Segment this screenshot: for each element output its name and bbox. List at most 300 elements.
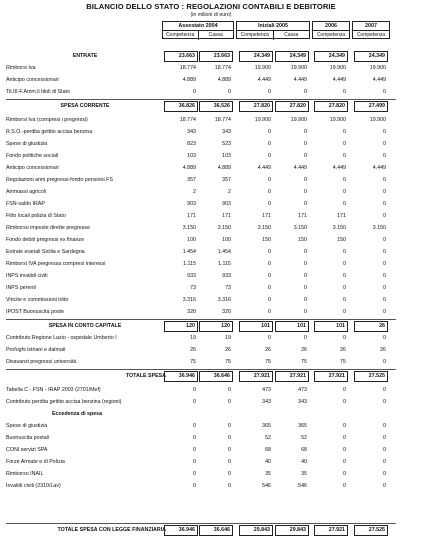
value-cell: 0 xyxy=(268,153,271,159)
value-cell: 357 xyxy=(222,177,231,183)
value-cell: 26 xyxy=(225,347,231,353)
value-cell: 26 xyxy=(190,347,196,353)
row-label: Rimborsi IVA pregressa compresi interessi xyxy=(6,261,106,267)
column-subheaders xyxy=(313,31,349,40)
value-cell: 40 xyxy=(301,459,307,465)
column-group-title: Assestato 2004 xyxy=(163,22,233,31)
row-label: TOTALE SPESA CON LEGGE FINANZIARIA xyxy=(57,527,166,533)
value-cell: 36.826 xyxy=(164,101,198,112)
table-row xyxy=(0,199,422,210)
value-cell: 0 xyxy=(383,471,386,477)
value-cell: 24.349 xyxy=(275,51,309,62)
value-cell: 171 xyxy=(222,213,231,219)
value-cell: 0 xyxy=(383,201,386,207)
value-cell: 0 xyxy=(228,423,231,429)
value-cell: 26 xyxy=(380,347,386,353)
value-cell: 0 xyxy=(343,153,346,159)
row-label: Spese di giustizia xyxy=(6,141,48,147)
section-divider xyxy=(6,523,396,524)
value-cell: 29.843 xyxy=(275,525,309,536)
value-cell: 103 xyxy=(222,153,231,159)
row-label: Regolazioni anni pregressi-fondo pensioni FS xyxy=(6,177,113,183)
value-cell: 0 xyxy=(383,213,386,219)
value-cell: 0 xyxy=(383,435,386,441)
row-label: Profughi istriani e dalmati xyxy=(6,347,66,353)
value-cell: 0 xyxy=(268,201,271,207)
value-cell: 52 xyxy=(301,435,307,441)
column-subheader: Cassa xyxy=(208,32,223,38)
value-cell: 120 xyxy=(164,321,198,332)
value-cell: 933 xyxy=(187,273,196,279)
value-cell: 473 xyxy=(298,387,307,393)
value-cell: 26 xyxy=(340,347,346,353)
table-row xyxy=(0,151,422,162)
value-cell: 0 xyxy=(304,177,307,183)
value-cell: 0 xyxy=(304,89,307,95)
value-cell: 0 xyxy=(193,387,196,393)
value-cell: 343 xyxy=(222,129,231,135)
value-cell: 0 xyxy=(383,423,386,429)
table-row xyxy=(0,223,422,234)
column-group-header xyxy=(236,21,310,39)
section-divider xyxy=(6,99,396,100)
value-cell: 100 xyxy=(222,237,231,243)
value-cell: 75 xyxy=(340,359,346,365)
budget-table xyxy=(0,21,422,548)
value-cell: 0 xyxy=(383,459,386,465)
column-subheaders xyxy=(163,31,233,40)
value-cell: 903 xyxy=(222,201,231,207)
value-cell: 365 xyxy=(298,423,307,429)
value-cell: 0 xyxy=(383,89,386,95)
column-group-title: 2006 xyxy=(313,22,349,31)
row-label: Fondo debiti pregressi ex finanze xyxy=(6,237,85,243)
section-divider xyxy=(6,369,396,370)
value-cell: 26 xyxy=(265,347,271,353)
row-label: Anticipo concessionari xyxy=(6,165,59,171)
value-cell: 0 xyxy=(304,309,307,315)
value-cell: 0 xyxy=(228,483,231,489)
value-cell: 4.889 xyxy=(217,77,231,83)
value-cell: 0 xyxy=(268,309,271,315)
value-cell: 0 xyxy=(304,297,307,303)
value-cell: 0 xyxy=(304,201,307,207)
value-cell: 0 xyxy=(383,297,386,303)
row-label: INPS invalidi civili xyxy=(6,273,48,279)
value-cell: 0 xyxy=(228,399,231,405)
value-cell: 0 xyxy=(383,189,386,195)
value-cell: 0 xyxy=(268,89,271,95)
value-cell: 0 xyxy=(193,483,196,489)
table-row xyxy=(0,259,422,270)
table-row xyxy=(0,163,422,174)
value-cell: 0 xyxy=(193,459,196,465)
value-cell: 0 xyxy=(228,447,231,453)
column-group-title: 2007 xyxy=(353,22,389,31)
value-cell: 0 xyxy=(343,285,346,291)
table-row xyxy=(0,295,422,306)
value-cell: 0 xyxy=(304,189,307,195)
value-cell: 19.900 xyxy=(254,117,271,123)
value-cell: 150 xyxy=(262,237,271,243)
value-cell: 150 xyxy=(298,237,307,243)
value-cell: 52 xyxy=(265,435,271,441)
value-cell: 0 xyxy=(383,399,386,405)
value-cell: 27.820 xyxy=(314,101,348,112)
value-cell: 4.449 xyxy=(332,165,346,171)
value-cell: 0 xyxy=(383,177,386,183)
value-cell: 0 xyxy=(268,189,271,195)
value-cell: 343 xyxy=(187,129,196,135)
row-label: Rimborso INAIL xyxy=(6,471,44,477)
table-row xyxy=(0,271,422,282)
value-cell: 0 xyxy=(343,483,346,489)
table-row xyxy=(0,63,422,74)
value-cell: 150 xyxy=(337,237,346,243)
value-cell: 1.115 xyxy=(183,261,196,267)
value-cell: 4.449 xyxy=(257,77,271,83)
table-row xyxy=(0,175,422,186)
value-cell: 3.150 xyxy=(293,225,307,231)
value-cell: 0 xyxy=(228,89,231,95)
table-row xyxy=(0,283,422,294)
column-subheaders xyxy=(237,31,309,40)
value-cell: 35 xyxy=(301,471,307,477)
value-cell: 3.150 xyxy=(257,225,271,231)
page-subtitle: (in milioni di euro) xyxy=(190,12,232,18)
row-label: INPS perenti xyxy=(6,285,37,291)
value-cell: 0 xyxy=(343,423,346,429)
value-cell: 0 xyxy=(228,459,231,465)
value-cell: 40 xyxy=(265,459,271,465)
value-cell: 19.900 xyxy=(290,117,307,123)
table-row xyxy=(0,321,422,332)
row-label: Rimborso imposte dirette pregresse xyxy=(6,225,90,231)
value-cell: 36.646 xyxy=(199,371,233,382)
value-cell: 0 xyxy=(304,285,307,291)
value-cell: 320 xyxy=(222,309,231,315)
value-cell: 3.150 xyxy=(217,225,231,231)
value-cell: 0 xyxy=(383,447,386,453)
value-cell: 343 xyxy=(262,399,271,405)
row-label: Spese di giustizia xyxy=(6,423,48,429)
value-cell: 27.921 xyxy=(239,371,273,382)
value-cell: 24.349 xyxy=(314,51,348,62)
value-cell: 1.115 xyxy=(218,261,231,267)
value-cell: 36.526 xyxy=(199,101,233,112)
value-cell: 18.774 xyxy=(179,117,196,123)
value-cell: 357 xyxy=(187,177,196,183)
table-row xyxy=(0,397,422,408)
row-label: Contributo Regione Lazio - ospedale Umberto I xyxy=(6,335,117,341)
column-subheaders xyxy=(353,31,389,40)
row-label: TOTALE SPESA xyxy=(125,373,166,379)
value-cell: 0 xyxy=(383,309,386,315)
value-cell: 0 xyxy=(343,387,346,393)
value-cell: 171 xyxy=(262,213,271,219)
value-cell: 0 xyxy=(343,141,346,147)
value-cell: 3.316 xyxy=(182,297,196,303)
value-cell: 0 xyxy=(228,471,231,477)
value-cell: 0 xyxy=(268,285,271,291)
table-row xyxy=(0,421,422,432)
value-cell: 0 xyxy=(228,435,231,441)
value-cell: 0 xyxy=(304,129,307,135)
table-row xyxy=(0,235,422,246)
value-cell: 4.449 xyxy=(372,77,386,83)
table-row xyxy=(0,357,422,368)
row-label: Anticipo concessionari xyxy=(6,77,59,83)
value-cell: 0 xyxy=(343,335,346,341)
row-label: Invalidi civili (2310/Lav) xyxy=(6,483,61,489)
value-cell: 0 xyxy=(268,129,271,135)
value-cell: 171 xyxy=(298,213,307,219)
value-cell: 0 xyxy=(268,141,271,147)
value-cell: 343 xyxy=(298,399,307,405)
table-row xyxy=(0,51,422,62)
row-label: Forze Armate e di Polizia xyxy=(6,459,65,465)
value-cell: 0 xyxy=(268,177,271,183)
value-cell: 36.946 xyxy=(164,525,198,536)
value-cell: 27.921 xyxy=(275,371,309,382)
value-cell: 4.889 xyxy=(182,77,196,83)
column-subheader: Competenza xyxy=(316,32,346,38)
value-cell: 73 xyxy=(190,285,196,291)
value-cell: 0 xyxy=(383,359,386,365)
table-row xyxy=(0,371,422,382)
value-cell: 120 xyxy=(199,321,233,332)
row-label: Ammassi agricoli xyxy=(6,189,47,195)
value-cell: 0 xyxy=(193,423,196,429)
table-row xyxy=(0,115,422,126)
value-cell: 3.316 xyxy=(217,297,231,303)
value-cell: 3.150 xyxy=(332,225,346,231)
value-cell: 0 xyxy=(383,261,386,267)
column-group-header xyxy=(312,21,350,39)
value-cell: 0 xyxy=(193,89,196,95)
page-title: BILANCIO DELLO STATO : REGOLAZIONI CONTABILI E DEBITORIE xyxy=(86,2,336,11)
table-row xyxy=(0,445,422,456)
value-cell: 4.449 xyxy=(332,77,346,83)
row-label: Fondo politiche sociali xyxy=(6,153,59,159)
column-group-header xyxy=(162,21,234,39)
value-cell: 0 xyxy=(343,399,346,405)
value-cell: 1.454 xyxy=(217,249,231,255)
column-group-title: Iniziali 2005 xyxy=(237,22,309,31)
table-row xyxy=(0,333,422,344)
value-cell: 0 xyxy=(383,141,386,147)
value-cell: 19.900 xyxy=(369,65,386,71)
value-cell: 0 xyxy=(304,335,307,341)
value-cell: 3.150 xyxy=(182,225,196,231)
value-cell: 0 xyxy=(228,387,231,393)
value-cell: 171 xyxy=(337,213,346,219)
value-cell: 2 xyxy=(228,189,231,195)
value-cell: 27.921 xyxy=(314,525,348,536)
value-cell: 546 xyxy=(262,483,271,489)
value-cell: 365 xyxy=(262,423,271,429)
value-cell: 3.150 xyxy=(372,225,386,231)
table-row xyxy=(0,469,422,480)
value-cell: 0 xyxy=(383,387,386,393)
value-cell: 36.946 xyxy=(164,371,198,382)
value-cell: 0 xyxy=(343,297,346,303)
table-row xyxy=(0,385,422,396)
value-cell: 18.774 xyxy=(179,65,196,71)
value-cell: 0 xyxy=(193,447,196,453)
value-cell: 19.900 xyxy=(369,117,386,123)
value-cell: 4.449 xyxy=(372,165,386,171)
value-cell: 0 xyxy=(343,249,346,255)
row-label: Fitto locali polizia di Stato xyxy=(6,213,66,219)
value-cell: 1.454 xyxy=(182,249,196,255)
value-cell: 27.525 xyxy=(354,371,388,382)
table-row xyxy=(0,457,422,468)
value-cell: 68 xyxy=(265,447,271,453)
table-row xyxy=(0,525,422,536)
value-cell: 23.663 xyxy=(199,51,233,62)
table-row xyxy=(0,247,422,258)
value-cell: 27.499 xyxy=(354,101,388,112)
table-row xyxy=(0,127,422,138)
value-cell: 0 xyxy=(383,483,386,489)
value-cell: 27.820 xyxy=(275,101,309,112)
column-subheader: Competenza xyxy=(163,31,199,40)
value-cell: 0 xyxy=(304,273,307,279)
value-cell: 473 xyxy=(262,387,271,393)
row-label: Rimborsi Iva xyxy=(6,65,36,71)
value-cell: 75 xyxy=(225,359,231,365)
value-cell: 35 xyxy=(265,471,271,477)
value-cell: 320 xyxy=(187,309,196,315)
value-cell: 933 xyxy=(222,273,231,279)
table-row xyxy=(0,345,422,356)
value-cell: 0 xyxy=(304,141,307,147)
value-cell: 0 xyxy=(343,309,346,315)
value-cell: 0 xyxy=(383,335,386,341)
value-cell: 0 xyxy=(343,201,346,207)
value-cell: 0 xyxy=(343,89,346,95)
value-cell: 0 xyxy=(343,273,346,279)
row-label: Tabella C - FSN - IRAP 2003 (2701/Mef) xyxy=(6,387,101,393)
value-cell: 0 xyxy=(268,335,271,341)
column-subheader: Competenza xyxy=(237,31,274,40)
value-cell: 19 xyxy=(225,335,231,341)
table-row xyxy=(0,87,422,98)
value-cell: 27.921 xyxy=(314,371,348,382)
row-label: IPOST Buonuscita poste xyxy=(6,309,64,315)
value-cell: 75 xyxy=(301,359,307,365)
value-cell: 0 xyxy=(304,153,307,159)
row-label: ENTRATE xyxy=(72,53,98,59)
value-cell: 0 xyxy=(268,261,271,267)
value-cell: 0 xyxy=(193,435,196,441)
value-cell: 0 xyxy=(193,471,196,477)
row-label: R.S.O.-perdita gettito accisa benzina xyxy=(6,129,93,135)
value-cell: 75 xyxy=(190,359,196,365)
value-cell: 23.663 xyxy=(164,51,198,62)
row-label: CONI servizi SPA xyxy=(6,447,48,453)
row-label: Tit.III-F.Amm.li titoli di Stato xyxy=(6,89,70,95)
value-cell: 4.889 xyxy=(217,165,231,171)
value-cell: 68 xyxy=(301,447,307,453)
table-row xyxy=(0,481,422,492)
row-label: SPESA CORRENTE xyxy=(60,103,110,109)
row-label: Entrate erariali Sicilia e Sardegna xyxy=(6,249,85,255)
table-row xyxy=(0,187,422,198)
row-label: Vincite e commissioni lotto xyxy=(6,297,69,303)
value-cell: 24.349 xyxy=(239,51,273,62)
table-row xyxy=(0,409,422,420)
value-cell: 4.889 xyxy=(182,165,196,171)
value-cell: 0 xyxy=(383,273,386,279)
column-subheader: Competenza xyxy=(356,32,386,38)
value-cell: 27.820 xyxy=(239,101,273,112)
value-cell: 903 xyxy=(187,201,196,207)
value-cell: 29.843 xyxy=(239,525,273,536)
row-label: FSN-saldo IRAP xyxy=(6,201,45,207)
value-cell: 4.449 xyxy=(293,165,307,171)
value-cell: 823 xyxy=(187,141,196,147)
value-cell: 0 xyxy=(343,447,346,453)
row-label: SPESA IN CONTO CAPITALE xyxy=(48,323,122,329)
value-cell: 103 xyxy=(187,153,196,159)
section-divider xyxy=(6,319,396,320)
value-cell: 18.774 xyxy=(214,117,231,123)
value-cell: 0 xyxy=(343,435,346,441)
value-cell: 546 xyxy=(298,483,307,489)
row-label: Disavanzi pregressi università xyxy=(6,359,77,365)
value-cell: 0 xyxy=(383,129,386,135)
value-cell: 0 xyxy=(343,189,346,195)
value-cell: 0 xyxy=(343,177,346,183)
value-cell: 75 xyxy=(265,359,271,365)
value-cell: 19.900 xyxy=(254,65,271,71)
value-cell: 18.774 xyxy=(214,65,231,71)
row-label: Buonuscita postali xyxy=(6,435,49,441)
column-subheader: Cassa xyxy=(284,32,299,38)
value-cell: 19.900 xyxy=(290,65,307,71)
value-cell: 0 xyxy=(343,129,346,135)
value-cell: 0 xyxy=(383,153,386,159)
value-cell: 19.900 xyxy=(329,117,346,123)
value-cell: 0 xyxy=(383,249,386,255)
value-cell: 0 xyxy=(383,285,386,291)
value-cell: 19.900 xyxy=(329,65,346,71)
value-cell: 0 xyxy=(268,297,271,303)
value-cell: 4.449 xyxy=(293,77,307,83)
value-cell: 0 xyxy=(193,399,196,405)
value-cell: 73 xyxy=(225,285,231,291)
table-row xyxy=(0,307,422,318)
value-cell: 27.525 xyxy=(354,525,388,536)
value-cell: 0 xyxy=(343,261,346,267)
table-row xyxy=(0,101,422,112)
value-cell: 523 xyxy=(222,141,231,147)
value-cell: 0 xyxy=(343,471,346,477)
value-cell: 19 xyxy=(190,335,196,341)
table-row xyxy=(0,211,422,222)
value-cell: 0 xyxy=(304,261,307,267)
value-cell: 36.646 xyxy=(199,525,233,536)
value-cell: 101 xyxy=(314,321,348,332)
column-group-header xyxy=(352,21,390,39)
value-cell: 100 xyxy=(187,237,196,243)
value-cell: 101 xyxy=(239,321,273,332)
value-cell: 26 xyxy=(354,321,388,332)
value-cell: 0 xyxy=(383,237,386,243)
table-row xyxy=(0,433,422,444)
